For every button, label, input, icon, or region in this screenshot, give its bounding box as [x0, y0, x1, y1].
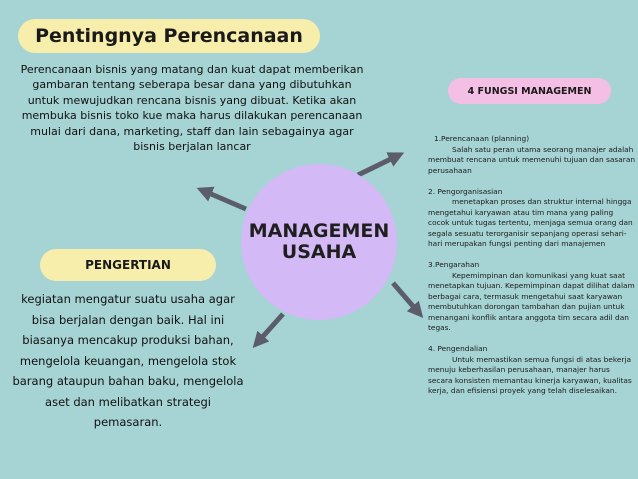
arrow-to-fungsi — [358, 156, 397, 175]
pengertian-paragraph: kegiatan mengatur suatu usaha agar bisa berjalan dengan baik. Hal ini biasanya mencakup produksi bahan, mengelola keuangan, mengelola stok barang ataupun bahan baku, mengelola aset dan melibatkan strategi pemasaran. — [12, 292, 244, 429]
fungsi-item-heading: 3.Pengarahan — [428, 260, 480, 269]
center-topic-line-1: MANAGEMEN — [248, 220, 390, 242]
intro-paragraph: Perencanaan bisnis yang matang dan kuat dapat memberikan gambaran tentang seberapa besar dana yang dibutuhkan untuk mewujudkan rencana bisnis yang dibuat. Ketika akan membuka bisnis toko kue maka harus dilakukan perencanaan mulai dari dana, marketing, staff dan lain sebagainya agar bisnis berjalan lancar — [20, 63, 364, 154]
page-title: Pentingnya Perencanaan — [35, 25, 303, 47]
arrow-to-fungsi-lower — [393, 283, 418, 312]
center-topic-line-2: USAHA — [281, 241, 357, 263]
fungsi-item-body: Kepemimpinan dan komunikasi yang kuat saat menetapkan tujuan. Kepemimpinan dapat dilihat dalam berbagai cara, termasuk mengetahui saat karyawan membutuhkan dorongan tambahan dan pujian untuk menangani konflik antara anggota tim secara adil dan tegas. — [428, 270, 635, 332]
fungsi-item-body: Untuk memastikan semua fungsi di atas bekerja menuju keberhasilan perusahaan, manajer harus secara konsisten memantau kinerja karyawan, kualitas kerja, dan efisiensi proyek yang telah diselesaikan. — [428, 354, 632, 395]
fungsi-item-body: Salah satu peran utama seorang manajer adalah membuat rencana untuk memenuhi tujuan dan sasaran perusahaan — [428, 144, 636, 175]
fungsi-list — [428, 134, 636, 407]
arrow-to-intro — [204, 191, 246, 209]
fungsi-item-heading: 1.Perencanaan (planning) — [434, 134, 530, 143]
center-topic-circle — [241, 164, 397, 320]
fungsi-item-heading: 2. Pengorganisasian — [428, 186, 503, 196]
pengertian-heading: PENGERTIAN — [85, 258, 171, 272]
fungsi-item-heading: 4. Pengendalian — [428, 344, 488, 353]
fungsi-heading-pill — [448, 78, 611, 104]
title-pill — [18, 19, 320, 53]
fungsi-item — [428, 260, 636, 334]
fungsi-heading: 4 FUNGSI MANAGEMEN — [467, 85, 592, 97]
fungsi-item — [428, 187, 636, 250]
fungsi-item — [428, 134, 636, 176]
fungsi-item-body: menetapkan proses dan struktur internal hingga mengetahui karyawan atau tim mana yang paling cocok untuk tugas tertentu, menjaga semua orang dan segala sesuatu terorganisir sepanjang operasi sehari-hari merupakan fungsi penting dari manajemen — [428, 197, 633, 248]
arrow-to-pengertian — [258, 314, 283, 342]
pengertian-heading-pill — [40, 249, 216, 281]
fungsi-item — [428, 344, 636, 397]
